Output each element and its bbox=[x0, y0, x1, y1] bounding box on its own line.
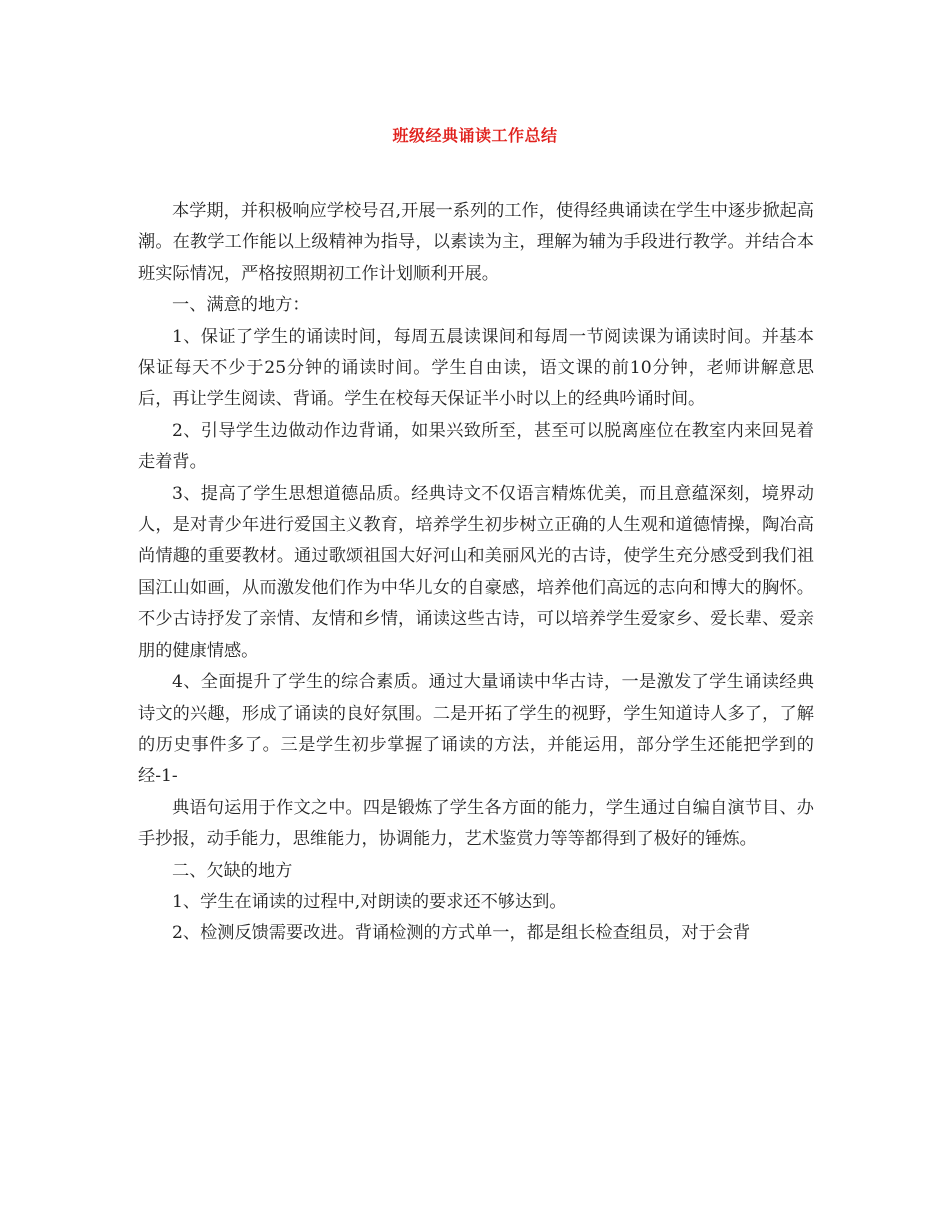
paragraph-shortcoming-1: 1、学生在诵读的过程中,对朗读的要求还不够达到。 bbox=[172, 891, 567, 912]
paragraph-point-4: 4、全面提升了学生的综合素质。通过大量诵读中华古诗，一是激发了学生诵读经典诗文的兴趣，形成了诵读的良好氛围。二是开拓了学生的视野，学生知道诗人多了，了解的历史事件多了。三是学生初步掌握了诵读的方法，并能运用，部分学生还能把学到的经-1- bbox=[138, 672, 814, 787]
paragraph-intro: 本学期，并积极响应学校号召,开展一系列的工作，使得经典诵读在学生中逐步掀起高潮。在教学工作能以上级精神为指导，以素读为主，理解为辅为手段进行教学。并结合本班实际情况，严格按照期初工作计划顺利开展。 bbox=[138, 201, 814, 284]
paragraph-point-2: 2、引导学生边做动作边背诵，如果兴致所至，甚至可以脱离座位在教室内来回晃着走着背。 bbox=[138, 420, 814, 473]
paragraph-shortcoming-2: 2、检测反馈需要改进。背诵检测的方式单一，都是组长检查组员，对于会背 bbox=[172, 923, 751, 944]
document-title: 班级经典诵读工作总结 bbox=[392, 126, 558, 145]
heading-satisfied: 一、满意的地方： bbox=[172, 295, 310, 316]
paragraph-point-4-continued: 典语句运用于作文之中。四是锻炼了学生各方面的能力，学生通过自编自演节目、办手抄报，动手能力，思维能力，协调能力，艺术鉴赏力等等都得到了极好的锤炼。 bbox=[138, 797, 814, 850]
paragraph-point-3: 3、提高了学生思想道德品质。经典诗文不仅语言精炼优美，而且意蕴深刻，境界动人，是对青少年进行爱国主义教育，培养学生初步树立正确的人生观和道德情操，陶冶高尚情趣的重要教材。通过歌颂祖国大好河山和美丽风光的古诗，使学生充分感受到我们祖国江山如画，从而激发他们作为中华儿女的自豪感，培养他们高远的志向和博大的胸怀。不少古诗抒发了亲情、友情和乡情，诵读这些古诗，可以培养学生爱家乡、爱长辈、爱亲朋的健康情感。 bbox=[138, 483, 814, 661]
paragraph-point-1: 1、保证了学生的诵读时间，每周五晨读课间和每周一节阅读课为诵读时间。并基本保证每天不少于25分钟的诵读时间。学生自由读，语文课的前10分钟，老师讲解意思后，再让学生阅读、背诵。学生在校每天保证半小时以上的经典吟诵时间。 bbox=[138, 326, 814, 410]
heading-shortcomings: 二、欠缺的地方 bbox=[172, 860, 293, 881]
document-body bbox=[138, 196, 814, 950]
